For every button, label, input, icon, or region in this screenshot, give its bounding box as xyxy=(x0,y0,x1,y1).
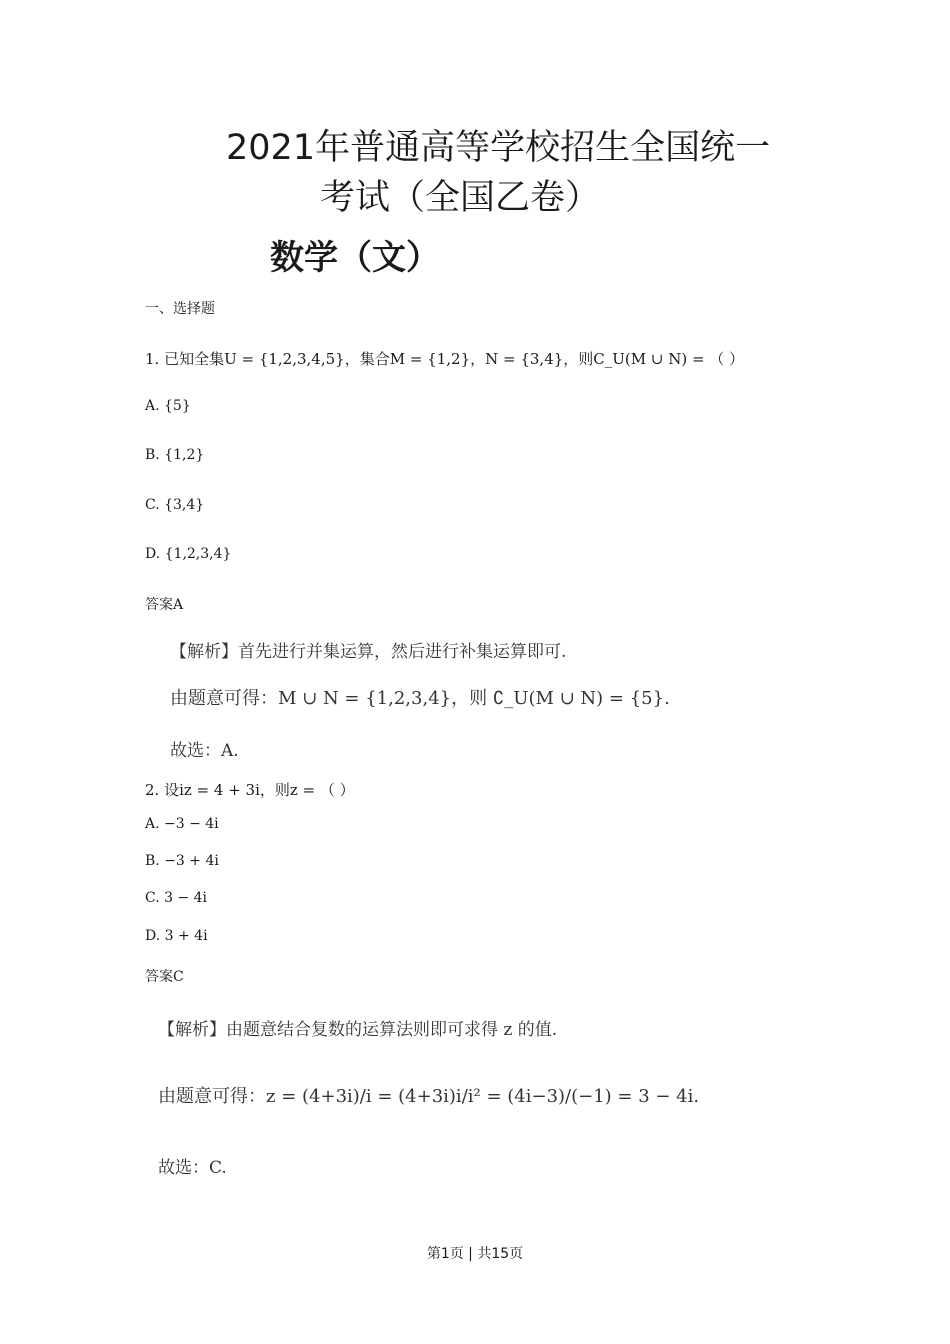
document-title-line1: 2021年普通高等学校招生全国统一 xyxy=(226,128,771,168)
question-1-analysis: 【解析】首先进行并集运算，然后进行补集运算即可. xyxy=(170,642,567,662)
question-2-derivation: 由题意可得：z = (4+3i)/i = (4+3i)i/i² = (4i−3)/(−1) = 3 − 4i. xyxy=(158,1086,700,1107)
question-2-answer: 答案C xyxy=(145,969,184,985)
question-1-option-b: B. {1,2} xyxy=(145,447,205,463)
question-2-option-c: C. 3 − 4i xyxy=(145,890,208,906)
question-2-stem: 2. 设iz = 4 + 3i，则z = （ ） xyxy=(145,781,355,799)
question-1-option-c: C. {3,4} xyxy=(145,497,205,513)
question-2-analysis: 【解析】由题意结合复数的运算法则即可求得 z 的值. xyxy=(158,1020,558,1040)
question-2-choice: 故选：C. xyxy=(158,1158,227,1178)
question-1-option-a: A. {5} xyxy=(145,398,191,414)
document-title-line2: 考试（全国乙卷） xyxy=(320,178,601,218)
question-1-derivation: 由题意可得：M ∪ N = {1,2,3,4}，则 ∁_U(M ∪ N) = {5}. xyxy=(170,688,670,709)
question-1-option-d: D. {1,2,3,4} xyxy=(145,546,232,562)
page-footer: 第1页 | 共15页 xyxy=(426,1246,524,1262)
question-1-choice: 故选：A. xyxy=(170,741,239,761)
document-subject: 数学（文） xyxy=(270,238,440,278)
section-heading: 一、选择题 xyxy=(145,301,215,317)
question-2-option-a: A. −3 − 4i xyxy=(145,816,219,832)
question-1-answer: 答案A xyxy=(145,597,184,613)
question-2-option-b: B. −3 + 4i xyxy=(145,853,219,869)
question-2-option-d: D. 3 + 4i xyxy=(145,928,208,944)
question-1-stem: 1. 已知全集U = {1,2,3,4,5}，集合M = {1,2}，N = {3,4}，则C_U(M ∪ N) = （ ） xyxy=(145,350,745,368)
